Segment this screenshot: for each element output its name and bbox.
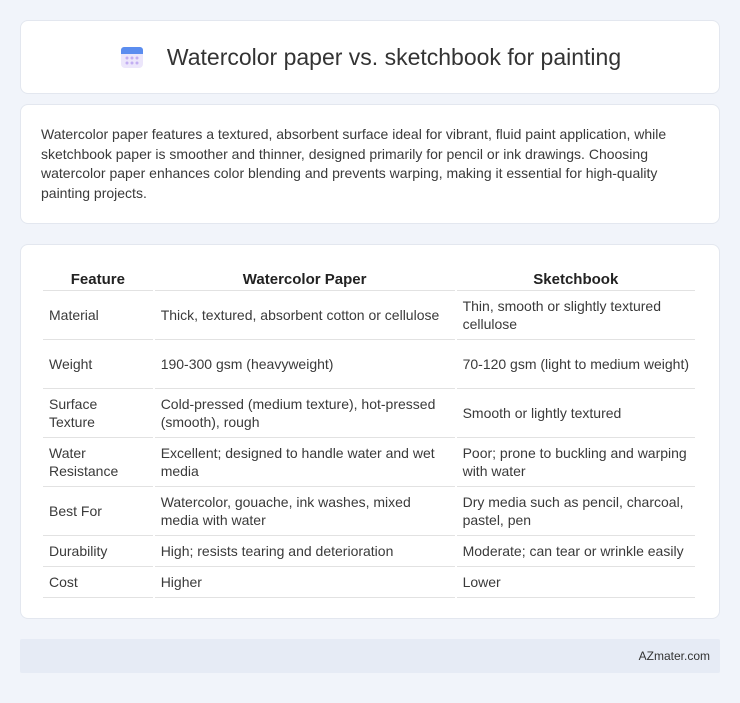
watercolor-cell: Excellent; designed to handle water and wet media — [155, 438, 455, 487]
title-card — [20, 20, 720, 94]
sketchbook-cell: Poor; prone to buckling and warping with water — [457, 438, 695, 487]
feature-cell: Cost — [43, 567, 153, 598]
column-header-feature: Feature — [43, 263, 153, 291]
watercolor-cell: Thick, textured, absorbent cotton or cellulose — [155, 291, 455, 340]
table-row — [43, 291, 695, 340]
feature-cell: Weight — [43, 340, 153, 389]
table-row — [43, 536, 695, 567]
feature-cell: Durability — [43, 536, 153, 567]
table-row — [43, 389, 695, 438]
watercolor-cell: 190-300 gsm (heavyweight) — [155, 340, 455, 389]
page-title: Watercolor paper vs. sketchbook for painting — [166, 43, 622, 70]
watercolor-cell: Watercolor, gouache, ink washes, mixed media with water — [155, 487, 455, 536]
intro-card — [20, 104, 720, 224]
feature-cell: Material — [43, 291, 153, 340]
watercolor-cell: High; resists tearing and deterioration — [155, 536, 455, 567]
sketchbook-cell: Dry media such as pencil, charcoal, pastel, pen — [457, 487, 695, 536]
sketchbook-cell: Smooth or lightly textured — [457, 389, 695, 438]
column-header-watercolor-paper: Watercolor Paper — [155, 263, 455, 291]
table-row — [43, 438, 695, 487]
sketchbook-cell: Moderate; can tear or wrinkle easily — [457, 536, 695, 567]
feature-cell: Best For — [43, 487, 153, 536]
sketchbook-cell: 70-120 gsm (light to medium weight) — [457, 340, 695, 389]
table-row — [43, 340, 695, 389]
table-row — [43, 567, 695, 598]
table-header-row — [43, 263, 695, 291]
sketchbook-cell: Thin, smooth or slightly textured cellulose — [457, 291, 695, 340]
column-header-sketchbook: Sketchbook — [457, 263, 695, 291]
footer-brand: AZmater.com — [638, 649, 710, 663]
comparison-card — [20, 244, 720, 619]
feature-cell: Surface Texture — [43, 389, 153, 438]
footer — [20, 639, 720, 673]
intro-paragraph: Watercolor paper features a textured, absorbent surface ideal for vibrant, fluid paint application, while sketchbook paper is smoother and thinner, designed primarily for pencil or ink drawings. Choosing watercolor paper enhances color blending and prevents warping, making it essential for high-quality painting projects. — [41, 126, 667, 201]
watercolor-cell: Higher — [155, 567, 455, 598]
table-row — [43, 487, 695, 536]
comparison-table — [41, 263, 697, 598]
watercolor-cell: Cold-pressed (medium texture), hot-pressed (smooth), rough — [155, 389, 455, 438]
calendar-icon — [119, 44, 145, 70]
feature-cell: Water Resistance — [43, 438, 153, 487]
sketchbook-cell: Lower — [457, 567, 695, 598]
